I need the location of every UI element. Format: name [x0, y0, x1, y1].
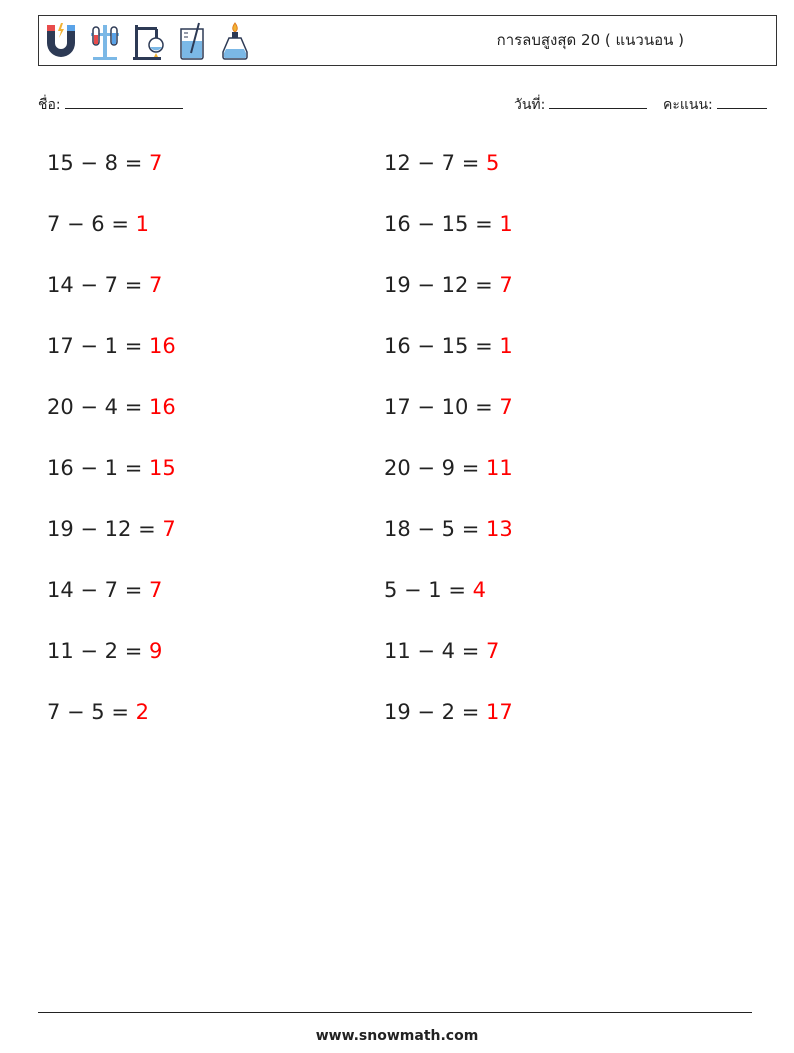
problem — [384, 270, 513, 300]
footer-divider — [38, 1012, 752, 1013]
problem-answer: 4 — [472, 578, 486, 602]
problem-answer: 15 — [148, 456, 176, 480]
worksheet-header — [38, 15, 777, 66]
date-field — [514, 94, 647, 116]
problem-answer: 5 — [485, 151, 500, 175]
problem — [384, 331, 513, 361]
problem — [384, 453, 513, 483]
magnet-icon — [43, 21, 79, 61]
problem-answer: 7 — [148, 151, 163, 175]
problem-question: 11 − 4 = — [384, 639, 486, 663]
name-field — [38, 94, 183, 116]
problem — [47, 392, 176, 422]
problem-question: 20 − 4 = — [47, 395, 149, 419]
burner-icon — [219, 21, 251, 61]
problem-answer: 13 — [485, 517, 513, 541]
problem — [384, 148, 499, 178]
problem-question: 7 − 6 = — [47, 212, 136, 236]
problem — [384, 697, 513, 727]
problem-answer: 7 — [499, 395, 513, 419]
test-tubes-icon — [89, 21, 121, 61]
problem-question: 16 − 1 = — [47, 456, 149, 480]
score-blank — [717, 94, 767, 109]
problem-answer: 7 — [499, 273, 513, 297]
worksheet-title: การลบสูงสุด 20 ( แนวนอน ) — [496, 31, 684, 49]
problem-question: 18 − 5 = — [384, 517, 486, 541]
score-field — [663, 94, 767, 116]
problem — [384, 636, 499, 666]
problem — [47, 636, 162, 666]
name-blank — [65, 94, 183, 109]
problem-question: 5 − 1 = — [384, 578, 473, 602]
beaker-icon — [177, 21, 209, 61]
problem-answer: 7 — [148, 273, 163, 297]
problem — [384, 575, 486, 605]
problem-question: 19 − 12 = — [384, 273, 500, 297]
problem-answer: 7 — [162, 517, 176, 541]
problem-question: 16 − 15 = — [384, 334, 500, 358]
score-label: คะแนน: — [663, 97, 713, 113]
problem-question: 20 − 9 = — [384, 456, 486, 480]
problem-answer: 17 — [485, 700, 513, 724]
problem-question: 19 − 2 = — [384, 700, 486, 724]
problem — [47, 697, 149, 727]
problem — [384, 514, 513, 544]
problem-question: 7 − 5 = — [47, 700, 136, 724]
header-icons — [43, 20, 251, 62]
problem-question: 17 − 10 = — [384, 395, 500, 419]
problem-answer: 7 — [485, 639, 500, 663]
date-blank — [549, 94, 647, 109]
problem — [47, 514, 176, 544]
problem-answer: 11 — [485, 456, 513, 480]
problem-question: 14 − 7 = — [47, 273, 149, 297]
problem — [47, 148, 162, 178]
problem — [384, 392, 513, 422]
problem-answer: 7 — [148, 578, 163, 602]
retort-stand-icon — [131, 21, 167, 61]
problem — [47, 270, 162, 300]
problem-question: 19 − 12 = — [47, 517, 163, 541]
problem-question: 17 − 1 = — [47, 334, 149, 358]
problem-answer: 1 — [499, 334, 513, 358]
problem-question: 14 − 7 = — [47, 578, 149, 602]
problem — [47, 209, 149, 239]
problem-answer: 2 — [135, 700, 149, 724]
footer-url: www.snowmath.com — [315, 1028, 479, 1044]
problem — [47, 575, 162, 605]
problem — [384, 209, 513, 239]
problem-question: 12 − 7 = — [384, 151, 486, 175]
problem-question: 16 − 15 = — [384, 212, 500, 236]
problem-question: 11 − 2 = — [47, 639, 149, 663]
date-label: วันที่: — [514, 97, 546, 113]
problem-answer: 16 — [148, 334, 176, 358]
problem-answer: 16 — [148, 395, 176, 419]
problem-question: 15 − 8 = — [47, 151, 149, 175]
problem-answer: 1 — [135, 212, 149, 236]
problem-answer: 1 — [499, 212, 513, 236]
problem — [47, 331, 176, 361]
problem — [47, 453, 176, 483]
name-label: ชื่อ: — [38, 97, 61, 113]
problem-answer: 9 — [148, 639, 163, 663]
